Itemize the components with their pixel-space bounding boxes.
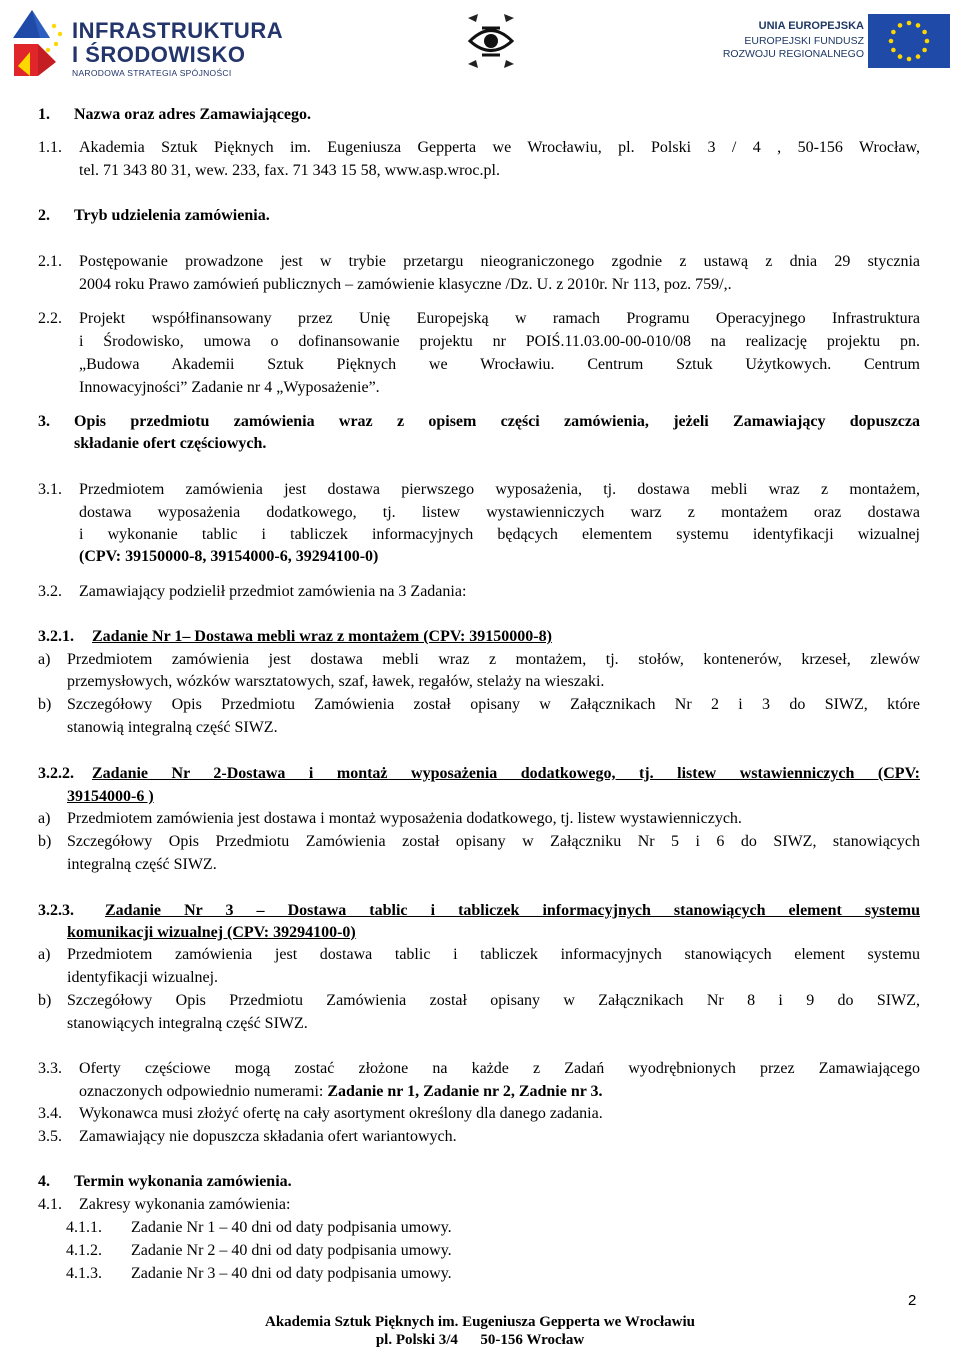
item-3-1-line-1: Przedmiotem zamówienia jest dostawa pierwszego wyposażenia, tj. dostawa mebli wraz z montażem, (79, 481, 920, 498)
item-2-2-line-4: Innowacyjności” Zadanie nr 4 „Wyposażenie”. (79, 379, 380, 396)
item-3-3-line-1: Oferty częściowe mogą zostać złożone na każde z Zadań wyodrębnionych przez Zamawiającego (79, 1060, 920, 1077)
item-4-1-2-text: Zadanie Nr 2 – 40 dni od daty podpisania umowy. (131, 1242, 452, 1259)
task-2-b-line-2: integralną część SIWZ. (67, 856, 217, 873)
item-3-1-line-2: dostawa wyposażenia dodatkowego, tj. listew wystawienniczych warz z montażem oraz dostawa (79, 504, 920, 521)
task-3-b-marker: b) (38, 992, 52, 1009)
eye-emblem-icon (462, 10, 520, 72)
item-2-2-line-3: „Budowa Akademii Sztuk Pięknych we Wrocławiu. Centrum Sztuk Użytkowych. Centrum (79, 356, 920, 373)
item-2-1-number: 2.1. (38, 253, 62, 270)
task-3-a-line-1: Przedmiotem zamówienia jest dostawa tablic i tabliczek informacyjnych stanowiących element systemu (67, 946, 920, 963)
item-3-2-line-1: Zamawiający podzielił przedmiot zamówienia na 3 Zadania: (79, 583, 467, 600)
task-3-b-line-1: Szczegółowy Opis Przedmiotu Zamówienia został opisany w Załącznikach Nr 8 i 9 do SIWZ, (67, 992, 920, 1009)
infrastruktura-logo (8, 4, 284, 80)
footer-line-1: Akademia Sztuk Pięknych im. Eugeniusza Gepperta we Wrocławiu (264, 1314, 696, 1330)
task-1-number: 3.2.1. (38, 628, 74, 645)
item-2-2-line-1: Projekt współfinansowany przez Unię Europejską w ramach Programu Operacyjnego Infrastruktura (79, 310, 920, 327)
section-1-number: 1. (38, 106, 50, 123)
item-4-1-2-number: 4.1.2. (66, 1242, 102, 1259)
item-4-1-3-text: Zadanie Nr 3 – 40 dni od daty podpisania umowy. (131, 1265, 452, 1282)
item-3-1-line-4: (CPV: 39150000-8, 39154000-6, 39294100-0) (79, 548, 379, 565)
eu-line-3: ROZWOJU REGIONALNEGO (722, 48, 864, 60)
item-3-2-number: 3.2. (38, 583, 62, 600)
task-3-b-line-2: stanowiących integralną część SIWZ. (67, 1015, 308, 1032)
item-1-1-line-2: tel. 71 343 80 31, wew. 233, fax. 71 343 15 58, www.asp.wroc.pl. (79, 162, 500, 179)
item-3-3-line-2-text: oznaczonych odpowiednio numerami: (79, 1083, 328, 1100)
item-2-2-number: 2.2. (38, 310, 62, 327)
item-3-3-line-2 (79, 1082, 603, 1102)
section-3-number: 3. (38, 413, 50, 430)
task-2-title-line-2: 39154000-6 ) (67, 788, 154, 805)
item-1-1-number: 1.1. (38, 139, 62, 156)
item-3-5-number: 3.5. (38, 1128, 62, 1145)
section-4-number: 4. (38, 1173, 50, 1190)
section-2-number: 2. (38, 207, 50, 224)
task-3-title-line-2: komunikacji wizualnej (CPV: 39294100-0) (67, 924, 356, 941)
item-4-1-3-number: 4.1.3. (66, 1265, 102, 1282)
item-4-1-1-text: Zadanie Nr 1 – 40 dni od daty podpisania umowy. (131, 1219, 452, 1236)
footer-line-2: pl. Polski 3/4 50-156 Wrocław (375, 1332, 585, 1348)
item-3-3-task-list: Zadanie nr 1, Zadanie nr 2, Zadnie nr 3. (327, 1083, 603, 1100)
eu-flag-icon (868, 14, 950, 68)
task-1-b-line-2: stanowią integralną część SIWZ. (67, 719, 278, 736)
task-1-b-marker: b) (38, 696, 52, 713)
item-3-4-number: 3.4. (38, 1105, 62, 1122)
item-3-1-line-3: i wykonanie tablic i tabliczek informacyjnych będących elementem systemu identyfikacji wizualnej (79, 526, 920, 543)
logo-line-2: I ŚRODOWISKO (72, 42, 246, 67)
item-2-1-line-1: Postępowanie prowadzone jest w trybie przetargu nieograniczonego zgodnie z ustawą z dnia 29 stycznia (79, 253, 920, 270)
logo-line-1: INFRASTRUKTURA (72, 18, 284, 43)
item-4-1-number: 4.1. (38, 1196, 62, 1213)
item-4-1-1-number: 4.1.1. (66, 1219, 102, 1236)
item-3-5-line-1: Zamawiający nie dopuszcza składania ofert wariantowych. (79, 1128, 457, 1145)
asp-emblem-logo (462, 10, 520, 72)
task-1-title: Zadanie Nr 1– Dostawa mebli wraz z montażem (CPV: 39150000-8) (92, 628, 552, 645)
task-3-a-marker: a) (38, 946, 51, 963)
task-1-a-line-2: przemysłowych, wózków warsztatowych, szaf, ławek, regałów, stelaży na wieszaki. (67, 673, 605, 690)
eu-line-2: EUROPEJSKI FUNDUSZ (744, 35, 864, 47)
item-3-3-number: 3.3. (38, 1060, 62, 1077)
section-2-title: Tryb udzielenia zamówienia. (74, 207, 270, 224)
item-2-1-line-2: 2004 roku Prawo zamówień publicznych – zamówienie klasyczne /Dz. U. z 2010r. Nr 113, poz. 759/,. (79, 276, 732, 293)
task-2-a-line-1: Przedmiotem zamówienia jest dostawa i montaż wyposażenia dodatkowego, tj. listew wystawienniczych. (67, 810, 742, 827)
eu-logo (720, 14, 950, 70)
item-2-2-line-2: i Środowisko, umowa o dofinansowanie projektu nr POIŚ.11.03.00-00-010/08 na realizację projektu pn. (79, 333, 920, 350)
task-2-a-marker: a) (38, 810, 51, 827)
task-1-a-line-1: Przedmiotem zamówienia jest dostawa mebli wraz z montażem, tj. stołów, kontenerów, krzeseł, zlewów (67, 651, 920, 668)
page-header (0, 0, 960, 85)
item-1-1-line-1: Akademia Sztuk Pięknych im. Eugeniusza Gepperta we Wrocławiu, pl. Polski 3 / 4 , 50-156 Wrocław, (79, 139, 920, 156)
task-2-b-line-1: Szczegółowy Opis Przedmiotu Zamówienia został opisany w Załączniku Nr 5 i 6 do SIWZ, stanowiących (67, 833, 920, 850)
task-3-title-line-1: Zadanie Nr 3 – Dostawa tablic i tabliczek informacyjnych stanowiących element systemu (105, 902, 920, 919)
section-4-title: Termin wykonania zamówienia. (74, 1173, 292, 1190)
item-4-1-line-1: Zakresy wykonania zamówienia: (79, 1196, 291, 1213)
item-3-4-line-1: Wykonawca musi złożyć ofertę na cały asortyment określony dla danego zadania. (79, 1105, 603, 1122)
eu-line-1: UNIA EUROPEJSKA (758, 20, 864, 32)
task-3-number: 3.2.3. (38, 902, 74, 919)
section-1-title: Nazwa oraz adres Zamawiającego. (74, 106, 311, 123)
task-1-b-line-1: Szczegółowy Opis Przedmiotu Zamówienia został opisany w Załącznikach Nr 2 i 3 do SIWZ, które (67, 696, 920, 713)
logo-line-3: NARODOWA STRATEGIA SPÓJNOŚCI (72, 68, 232, 78)
task-2-b-marker: b) (38, 833, 52, 850)
section-3-title-line-2: składanie ofert częściowych. (74, 435, 267, 452)
task-2-title-line-1: Zadanie Nr 2-Dostawa i montaż wyposażenia dodatkowego, tj. listew wstawienniczych (CPV: (92, 765, 920, 782)
flag-emblem-icon (8, 4, 68, 80)
item-3-1-number: 3.1. (38, 481, 62, 498)
page-number: 2 (908, 1292, 917, 1309)
task-1-a-marker: a) (38, 651, 51, 668)
section-3-title-line-1: Opis przedmiotu zamówienia wraz z opisem części zamówienia, jeżeli Zamawiający dopuszcza (74, 413, 920, 430)
task-3-a-line-2: identyfikacji wizualnej. (67, 969, 219, 986)
task-2-number: 3.2.2. (38, 765, 74, 782)
